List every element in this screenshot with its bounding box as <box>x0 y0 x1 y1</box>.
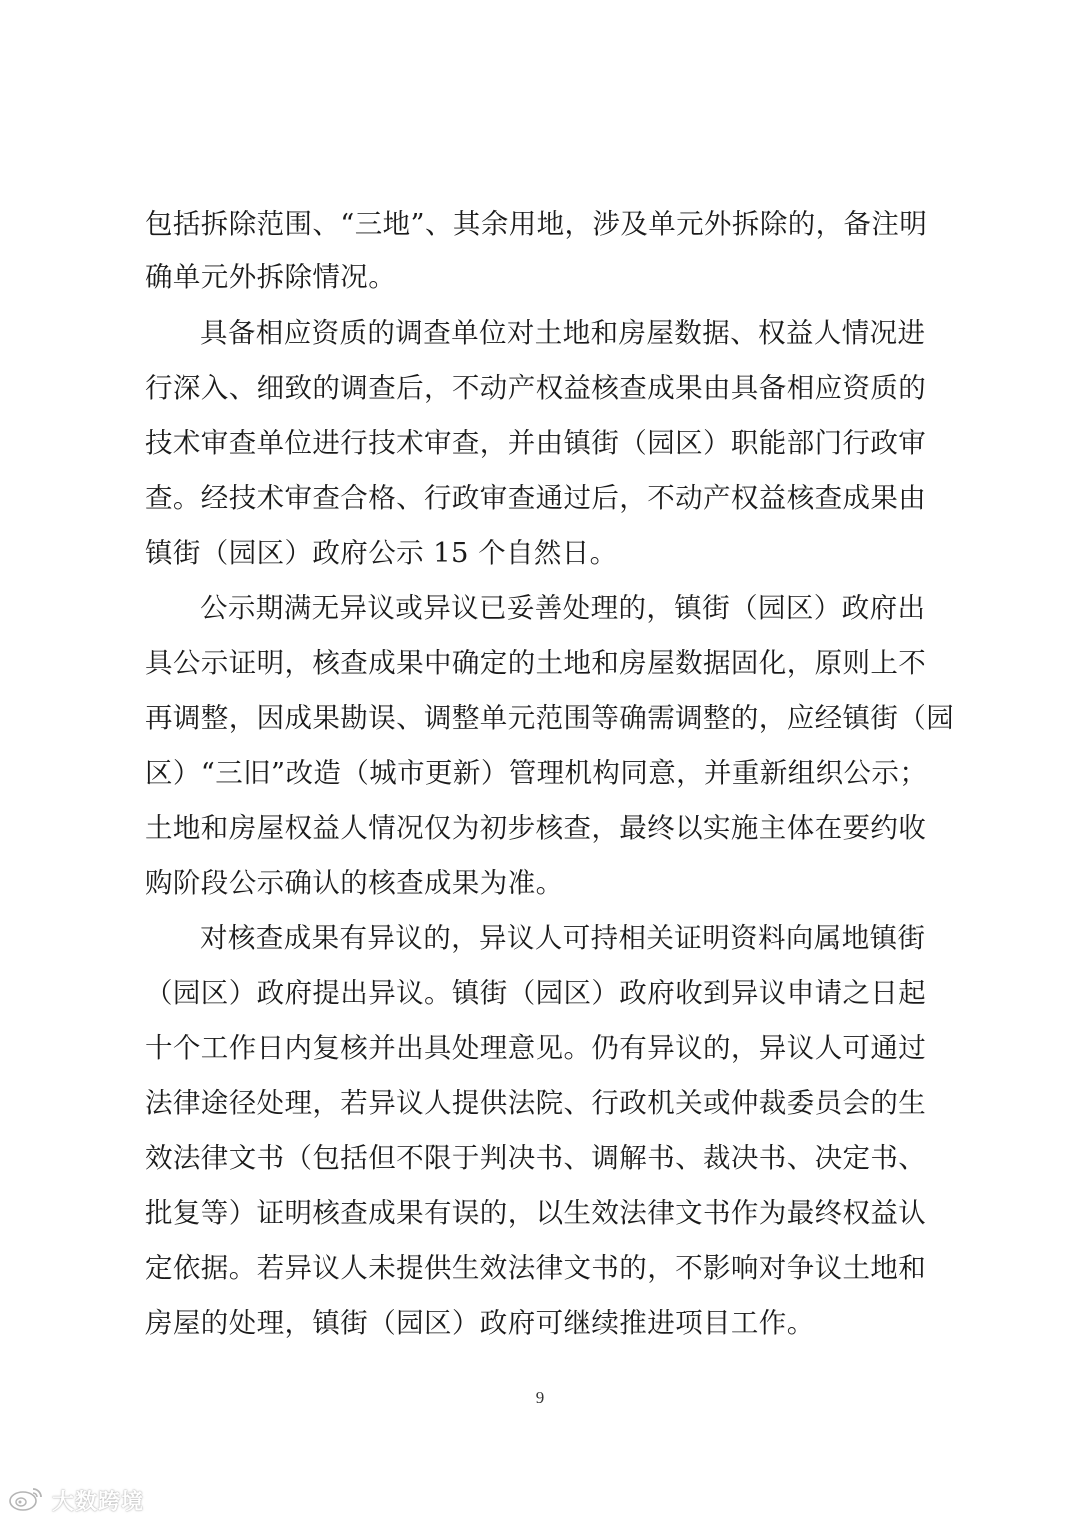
paragraph-line: 具备相应资质的调查单位对土地和房屋数据、权益人情况进 <box>200 317 926 349</box>
paragraph-line: 对核查成果有异议的，异议人可持相关证明资料向属地镇街 <box>200 922 926 954</box>
paragraph-line: 确单元外拆除情况。 <box>145 261 397 293</box>
paragraph-line: 区）“三旧”改造（城市更新）管理机构同意，并重新组织公示； <box>145 757 928 789</box>
paragraph-line: 行深入、细致的调查后，不动产权益核查成果由具备相应资质的 <box>145 372 927 404</box>
paragraph-line: 具公示证明，核查成果中确定的土地和房屋数据固化，原则上不 <box>145 647 927 679</box>
paragraph-line: 房屋的处理，镇街（园区）政府可继续推进项目工作。 <box>145 1307 815 1339</box>
page-number: 9 <box>535 1388 545 1407</box>
paragraph-line: 法律途径处理，若异议人提供法院、行政机关或仲裁委员会的生 <box>145 1087 927 1119</box>
paragraph-line: 定依据。若异议人未提供生效法律文书的，不影响对争议土地和 <box>145 1252 927 1284</box>
watermark <box>6 1484 144 1516</box>
paragraph-line: 效法律文书（包括但不限于判决书、调解书、裁决书、决定书、 <box>145 1142 927 1174</box>
watermark-text: 大数跨境 <box>52 1489 145 1515</box>
paragraph-line: （园区）政府提出异议。镇街（园区）政府收到异议申请之日起 <box>145 977 927 1009</box>
paragraph-line: 土地和房屋权益人情况仅为初步核查，最终以实施主体在要约收 <box>145 812 927 844</box>
paragraph-line: 批复等）证明核查成果有误的，以生效法律文书作为最终权益认 <box>145 1197 927 1229</box>
paragraph-line: 查。经技术审查合格、行政审查通过后，不动产权益核查成果由 <box>145 482 927 514</box>
paragraph-line: 镇街（园区）政府公示 15 个自然日。 <box>145 537 618 569</box>
paragraph-line: 购阶段公示确认的核查成果为准。 <box>145 867 564 899</box>
paragraph-line: 再调整，因成果勘误、调整单元范围等确需调整的，应经镇街（园 <box>145 702 955 734</box>
paragraph-line: 包括拆除范围、“三地”、其余用地，涉及单元外拆除的，备注明 <box>145 208 928 240</box>
paragraph-line: 十个工作日内复核并出具处理意见。仍有异议的，异议人可通过 <box>145 1032 927 1064</box>
weibo-logo-icon <box>6 1483 46 1517</box>
paragraph-line: 公示期满无异议或异议已妥善处理的，镇街（园区）政府出 <box>200 592 926 624</box>
paragraph-line: 技术审查单位进行技术审查，并由镇街（园区）职能部门行政审 <box>145 427 927 459</box>
